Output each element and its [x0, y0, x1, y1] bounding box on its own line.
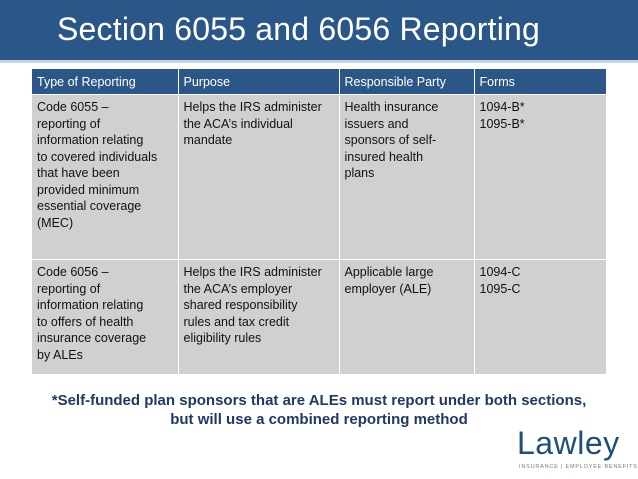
cell-forms-text: 1094-C 1095-C — [479, 265, 521, 296]
cell-purpose — [178, 260, 339, 375]
logo-wordmark: Lawley — [517, 425, 620, 461]
title-bar — [0, 0, 638, 63]
slide-title: Section 6055 and 6056 Reporting — [57, 11, 541, 47]
cell-type — [32, 260, 178, 375]
cell-type-text: Code 6055 – reporting of information relating to covered individuals that have been provided minimum essential coverage (MEC) — [37, 100, 158, 230]
footnote-line-1: *Self-funded plan sponsors that are ALEs must report under both sections, — [51, 392, 587, 409]
cell-forms-text: 1094-B* 1095-B* — [479, 100, 525, 131]
header-type-of-reporting: Type of Reporting — [32, 69, 178, 95]
cell-purpose-text: Helps the IRS administer the ACA’s employer shared responsibility rules and tax credit eligibility rules — [183, 265, 322, 345]
cell-forms — [474, 260, 606, 375]
cell-party — [339, 260, 474, 375]
header-purpose: Purpose — [178, 69, 339, 95]
footnote — [0, 391, 638, 429]
cell-party-text: Health insurance issuers and sponsors of self- insured health plans — [344, 100, 439, 180]
cell-type-text: Code 6056 – reporting of information relating to offers of health insurance coverage by ALEs — [37, 265, 147, 362]
footnote-line-2: but will use a combined reporting method — [170, 411, 468, 428]
cell-party-text: Applicable large employer (ALE) — [344, 265, 434, 296]
table-row — [32, 260, 606, 375]
cell-purpose — [178, 95, 339, 260]
header-forms: Forms — [474, 69, 606, 95]
cell-type — [32, 95, 178, 260]
header-responsible-party: Responsible Party — [339, 69, 474, 95]
cell-forms — [474, 95, 606, 260]
table-row — [32, 95, 606, 260]
reporting-table — [32, 69, 606, 374]
lawley-logo — [517, 425, 638, 475]
cell-party — [339, 95, 474, 260]
cell-purpose-text: Helps the IRS administer the ACA’s individual mandate — [183, 100, 322, 147]
logo-tagline: INSURANCE | EMPLOYEE BENEFITS — [519, 464, 638, 470]
table-header-row — [32, 69, 606, 95]
